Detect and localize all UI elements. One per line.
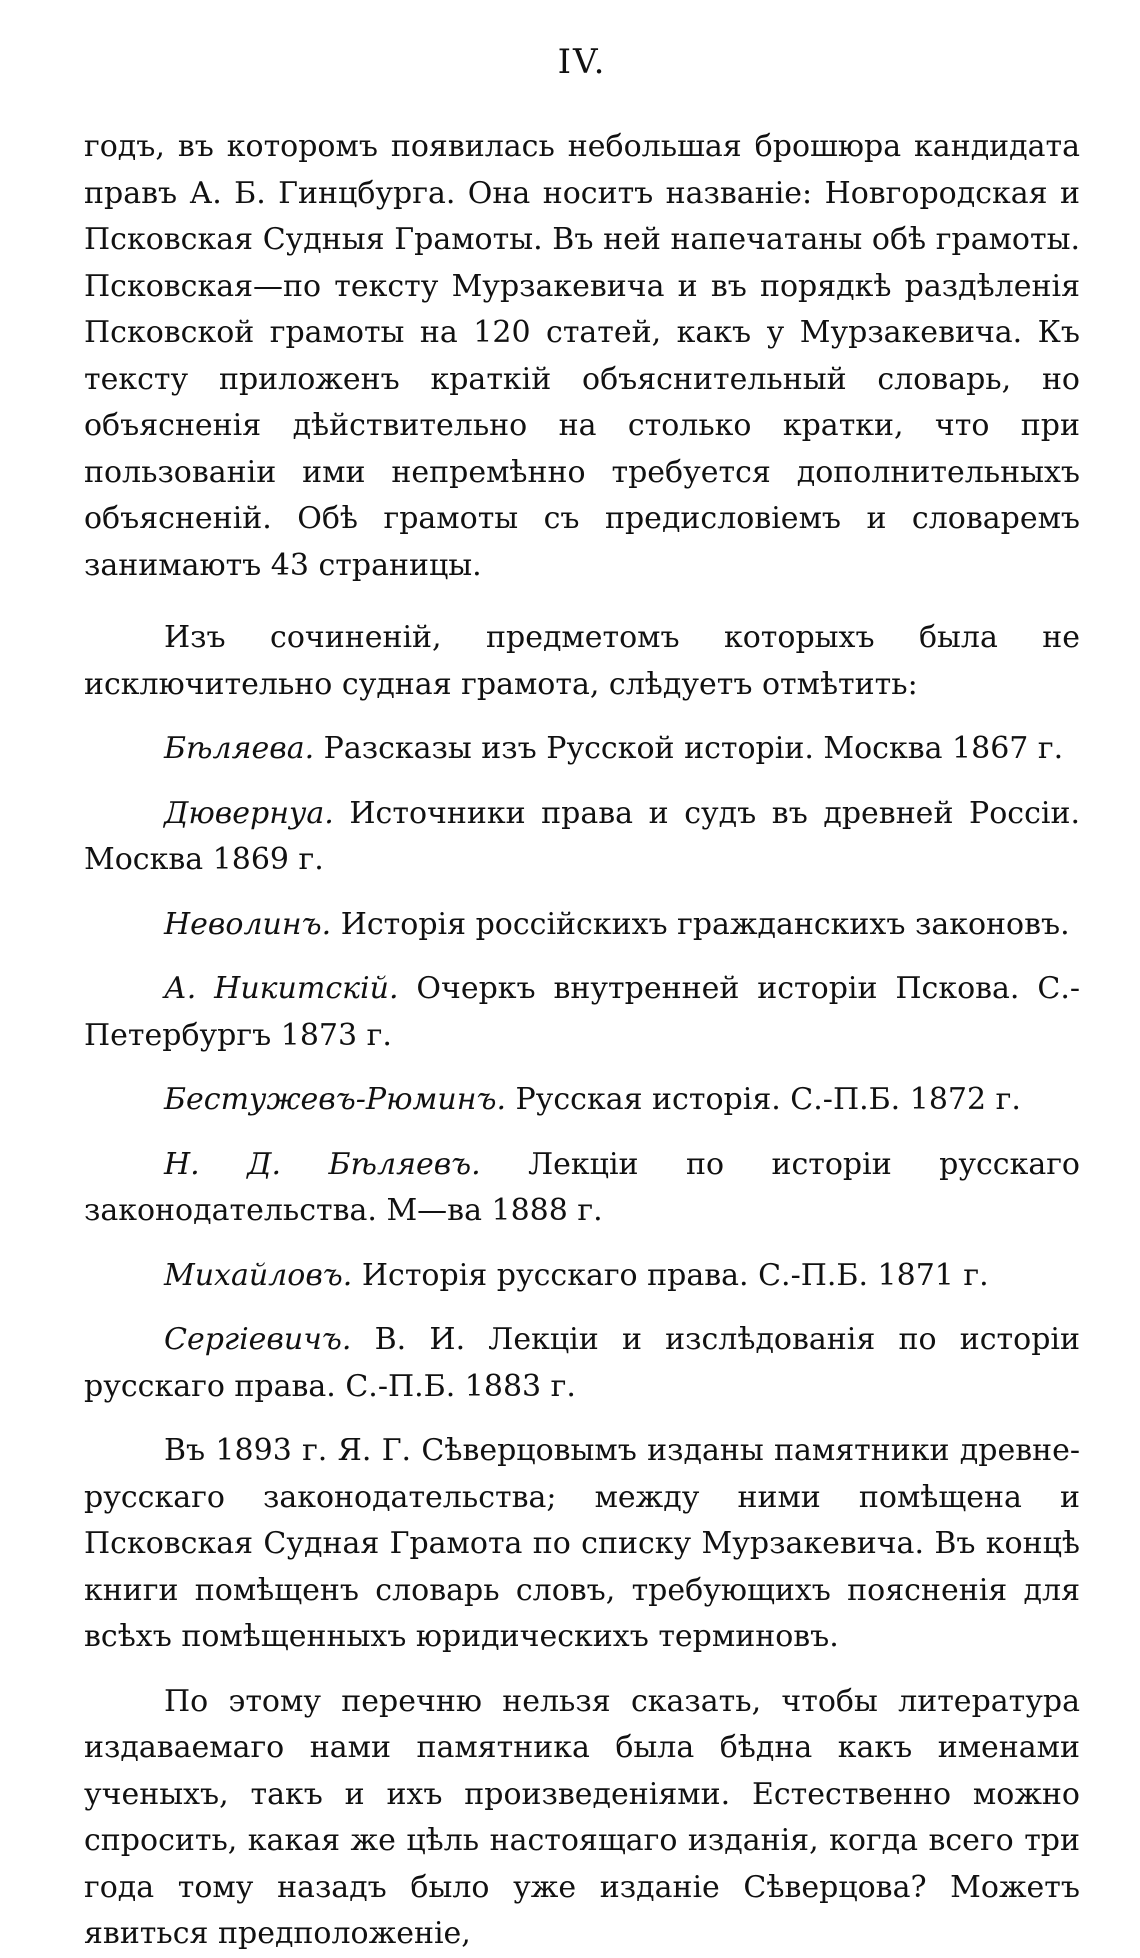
bibliography-entry [84,1253,1080,1300]
severtsov-paragraph: Въ 1893 г. Я. Г. Сѣверцовымъ изданы памятники древне-русскаго законодательства; между ними помѣщена и Псковская Судная Грамота по списку Мурзакевича. Въ концѣ книги помѣщенъ словарь словъ, требующихъ поясненія для всѣхъ помѣщенныхъ юридическихъ терминовъ. [84,1433,1080,1654]
entry-work: Исторія русскаго права. С.-П.Б. 1871 г. [352,1257,989,1293]
intro-paragraph: годъ, въ которомъ появилась небольшая брошюра кандидата правъ А. Б. Гинцбурга. Она носитъ названіе: Новгородская и Псковская Судныя Грамоты. Въ ней напечатаны обѣ грамоты. Псковская—по тексту Мурзакевича и въ порядкѣ раздѣленія Псковской грамоты на 120 статей, какъ у Мурзакевича. Къ тексту приложенъ краткій объяснительный словарь, но объясненія дѣйствительно на столько кратки, что при пользованіи ими непремѣнно требуется дополнительныхъ объясненій. Обѣ грамоты съ предисловіемъ и словаремъ занимаютъ 43 страницы. [84,129,1080,583]
entry-author: Бѣляева. [164,731,315,766]
entry-author: Сергіевичъ. [164,1322,352,1357]
bibliography-entry [84,1142,1080,1235]
page-number: IV. [557,42,607,82]
entry-author: Н. Д. Бѣляевъ. [164,1146,481,1182]
bibliography-entry [84,791,1080,884]
bibliography-entry [84,966,1080,1059]
bibliography-entry [84,1317,1080,1410]
entry-author: Михайловъ. [164,1257,353,1293]
entry-author: Бестужевъ-Рюминъ. [164,1082,506,1117]
bibliography-entry [84,1077,1080,1124]
bibliography-entry [84,902,1080,949]
entry-work: В. И. Лекціи и изслѣдованія по исторіи русскаго права. С.-П.Б. 1883 г. [84,1322,1080,1404]
entry-author: Неволинъ. [164,906,332,942]
lead-paragraph: Изъ сочиненій, предметомъ которыхъ была не исключительно судная грамота, слѣдуетъ отмѣтить: [84,620,1080,702]
entry-work: Источники права и судъ въ древней Россіи. Москва 1869 г. [84,795,1080,877]
entry-author: Дювернуа. [164,795,334,831]
entry-author: А. Никитскій. [164,971,399,1006]
entry-work: Исторія россійскихъ гражданскихъ законовъ. [331,906,1070,942]
bibliography-list [84,726,1080,1410]
entry-work: Очеркъ внутренней исторіи Пскова. С.-Петербургъ 1873 г. [84,971,1080,1053]
entry-work: Лекціи по исторіи русскаго законодательства. М—ва 1888 г. [84,1146,1080,1228]
entry-work: Разсказы изъ Русской исторіи. Москва 1867 г. [314,731,1064,766]
closing-paragraph: По этому перечню нельзя сказать, чтобы литература издаваемаго нами памятника была бѣдна какъ именами ученыхъ, такъ и ихъ произведеніями. Естественно можно спросить, какая же цѣль настоящаго изданія, когда всего три года тому назадъ было уже изданіе Сѣверцова? Можетъ явиться предположеніе, [84,1683,1080,1951]
entry-work: Русская исторія. С.-П.Б. 1872 г. [505,1082,1021,1117]
bibliography-entry [84,726,1080,773]
